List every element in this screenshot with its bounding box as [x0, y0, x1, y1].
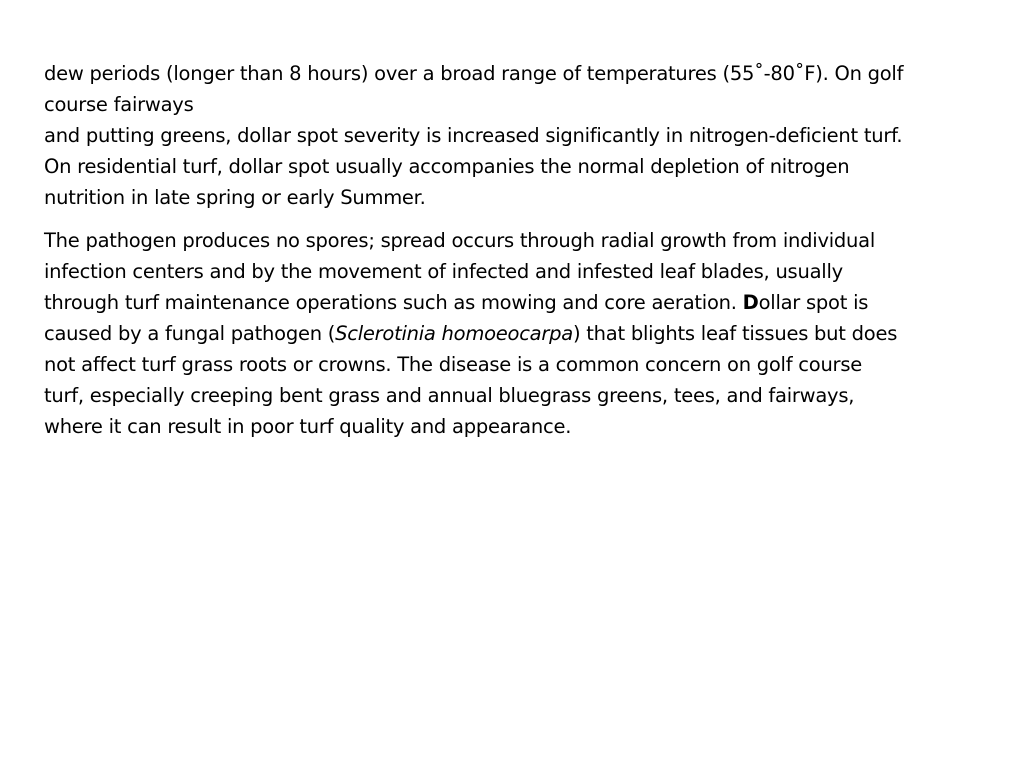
text-line: On residential turf, dollar spot usually accompanies the normal depletion of nitrogen [44, 155, 850, 178]
text-segment: ) that blights leaf tissues but does [572, 322, 898, 345]
bold-initial: D [742, 291, 759, 314]
text-line: infection centers and by the movement of infected and infested leaf blades, usually [44, 260, 843, 283]
text-segment: through turf maintenance operations such as mowing and core aeration. [44, 291, 743, 314]
text-segment: ollar spot is [758, 291, 869, 314]
body-text [44, 58, 984, 442]
text-line [44, 318, 984, 349]
text-line: turf, especially creeping bent grass and annual bluegrass greens, tees, and fairways, [44, 384, 855, 407]
paragraph-pathogen [44, 225, 984, 442]
text-line: and putting greens, dollar spot severity is increased significantly in nitrogen-deficient turf. [44, 124, 903, 147]
text-segment: caused by a fungal pathogen ( [44, 322, 336, 345]
text-line: The pathogen produces no spores; spread occurs through radial growth from individual [44, 229, 876, 252]
paragraph-dew-periods [44, 58, 984, 213]
text-line [44, 287, 984, 318]
text-line: dew periods (longer than 8 hours) over a broad range of temperatures (55˚-80˚F). On golf [44, 62, 904, 85]
text-line: course fairways [44, 93, 194, 116]
species-name: Sclerotinia homoeocarpa [335, 322, 573, 345]
text-line: not affect turf grass roots or crowns. The disease is a common concern on golf course [44, 353, 862, 376]
text-line: nutrition in late spring or early Summer. [44, 186, 426, 209]
text-line: where it can result in poor turf quality and appearance. [44, 415, 572, 438]
